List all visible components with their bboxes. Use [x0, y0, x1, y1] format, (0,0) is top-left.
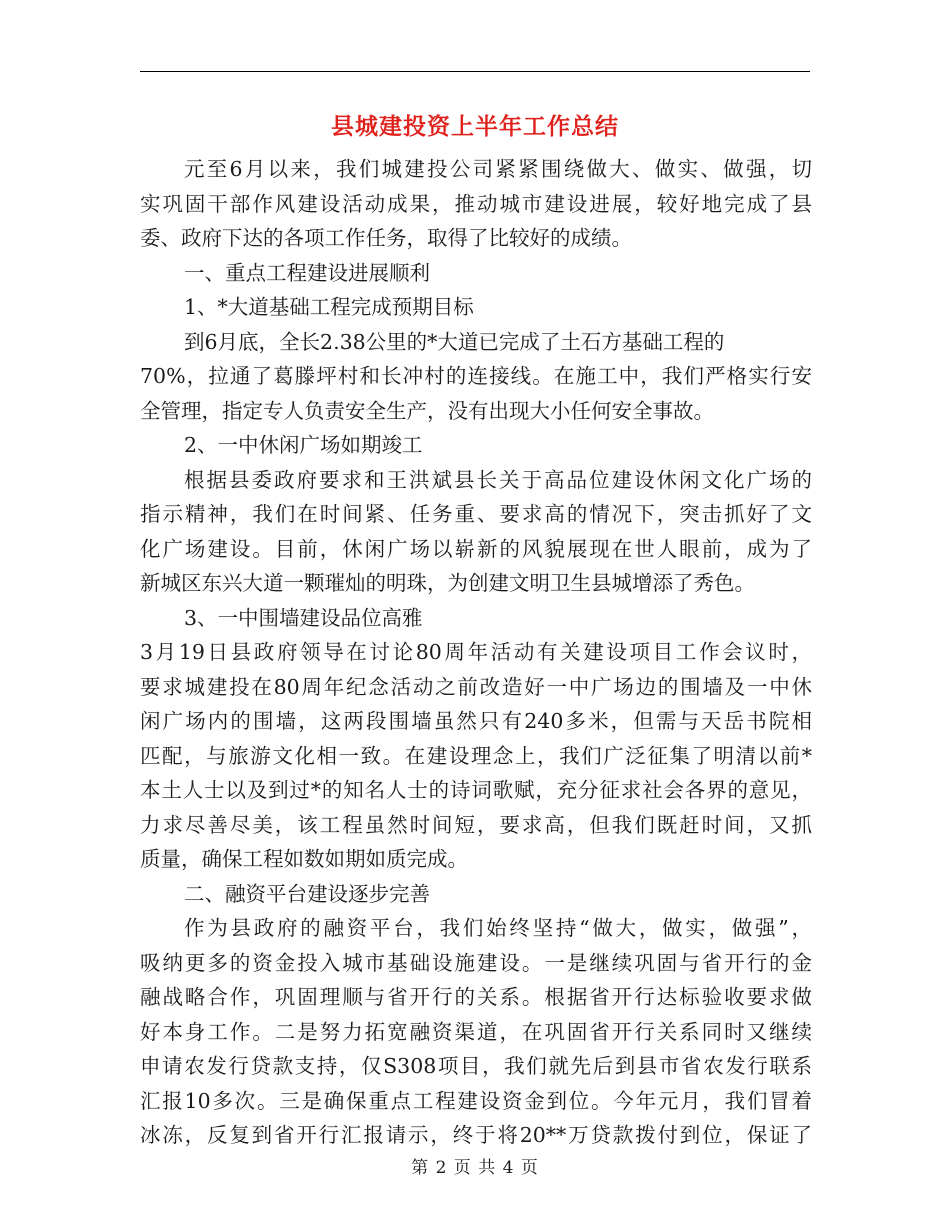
body-line: 要求城建投在80周年纪念活动之前改造好一中广场边的围墙及一中休 — [140, 674, 812, 699]
body-line: 指示精神，我们在时间紧、任务重、要求高的情况下，突击抓好了文 — [140, 502, 812, 526]
body-line: 70%，拉通了葛滕坪村和长冲村的连接线。在施工中，我们严格实行安 — [140, 364, 812, 388]
body-line: 2、一中休闲广场如期竣工 — [184, 433, 423, 457]
body-line: 根据县委政府要求和王洪斌县长关于高品位建设休闲文化广场的 — [184, 467, 812, 492]
body-line: 到6月底，全长2.38公里的*大道已完成了土石方基础工程的 — [184, 329, 725, 354]
body-line: 全管理，指定专人负责安全生产，没有出现大小任何安全事故。 — [140, 398, 714, 423]
body-line: 闲广场内的围墙，这两段围墙虽然只有240多米，但需与天岳书院相 — [140, 709, 812, 733]
document-title: 县城建投资上半年工作总结 — [331, 113, 619, 140]
body-line: 实巩固干部作风建设活动成果，推动城市建设进展，较好地完成了县 — [140, 191, 812, 216]
body-line: 新城区东兴大道一颗璀灿的明珠，为创建文明卫生县城增添了秀色。 — [140, 571, 755, 595]
page-footer: 第 2 页 共 4 页 — [411, 1158, 539, 1178]
body-line: 化广场建设。目前，休闲广场以崭新的风貌展现在世人眼前，成为了 — [140, 536, 812, 561]
body-line: 力求尽善尽美，该工程虽然时间短，要求高，但我们既赶时间，又抓 — [140, 812, 812, 837]
body-line: 作为县政府的融资平台，我们始终坚持“做大，做实，做强”， — [184, 916, 812, 940]
body-line: 冰冻，反复到省开行汇报请示，终于将20**万贷款拨付到位，保证了 — [140, 1123, 812, 1147]
body-line: 本土人士以及到过*的知名人士的诗词歌赋，充分征求社会各界的意见， — [140, 778, 812, 802]
body-line: 吸纳更多的资金投入城市基础设施建设。一是继续巩固与省开行的金 — [140, 950, 812, 975]
body-line: 质量，确保工程如数如期如质完成。 — [140, 847, 468, 871]
body-line: 申请农发行贷款支持，仅S308项目，我们就先后到县市省农发行联系 — [140, 1054, 812, 1078]
body-line: 好本身工作。二是努力拓宽融资渠道，在巩固省开行关系同时又继续 — [140, 1019, 812, 1044]
body-line: 委、政府下达的各项工作任务，取得了比较好的成绩。 — [140, 226, 632, 250]
body-line: 3、一中围墙建设品位高雅 — [184, 605, 423, 630]
document-body — [140, 152, 812, 1153]
body-line: 元至6月以来，我们城建投公司紧紧围绕做大、做实、做强，切 — [184, 157, 812, 181]
body-line: 汇报10多次。三是确保重点工程建设资金到位。今年元月，我们冒着 — [140, 1088, 812, 1113]
header-rule — [140, 71, 810, 72]
body-line: 3月19日县政府领导在讨论80周年活动有关建设项目工作会议时， — [140, 640, 812, 664]
body-line: 匹配，与旅游文化相一致。在建设理念上，我们广泛征集了明清以前* — [140, 743, 812, 768]
body-line: 1、*大道基础工程完成预期目标 — [184, 295, 474, 319]
body-line: 融战略合作，巩固理顺与省开行的关系。根据省开行达标验收要求做 — [140, 985, 812, 1009]
body-line: 二、融资平台建设逐步完善 — [184, 881, 430, 906]
body-line: 一、重点工程建设进展顺利 — [184, 260, 430, 285]
